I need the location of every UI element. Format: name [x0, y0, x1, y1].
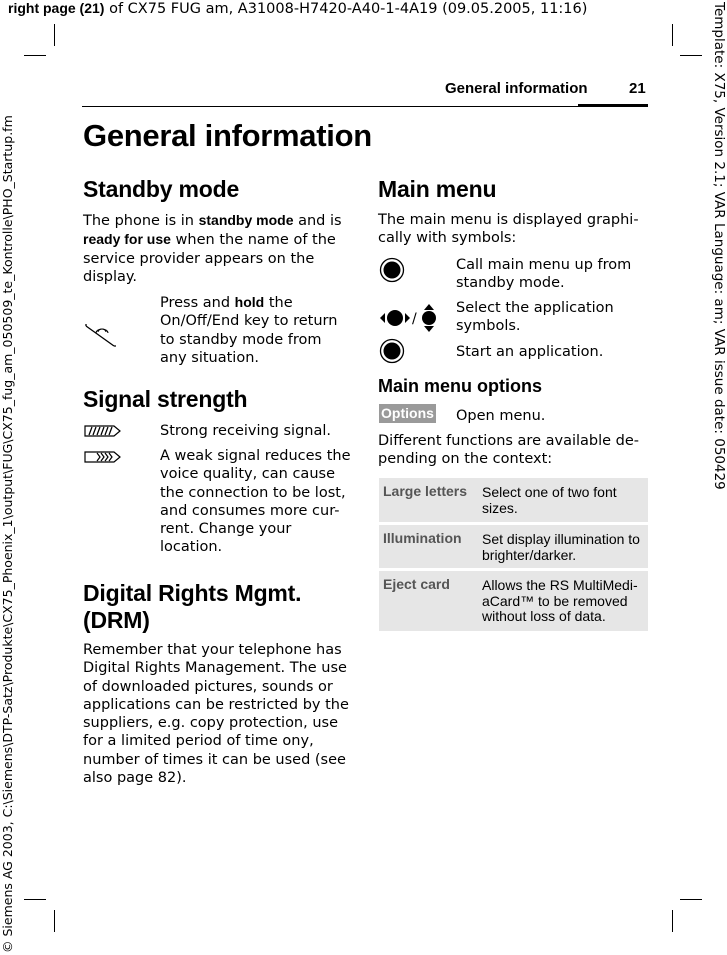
- running-header-title: General information: [445, 80, 588, 97]
- main-menu-heading: Main menu: [378, 176, 497, 202]
- end-key-icon: [84, 322, 118, 348]
- table-desc: Select one of two font sizes.: [482, 484, 617, 516]
- top-header-bold: right page (21): [8, 0, 105, 16]
- main-menu-item-call: Call main menu up from standby mode.: [456, 257, 632, 292]
- main-menu-item-select: Select the application symbols.: [456, 300, 614, 335]
- center-key-icon: [379, 257, 405, 283]
- page-title: General information: [83, 118, 372, 153]
- running-header-page: 21: [629, 80, 646, 97]
- navigation-key-icon: [379, 302, 439, 334]
- options-softkey: Options: [379, 404, 436, 423]
- crop-mark: [680, 899, 702, 900]
- main-menu-options-heading: Main menu options: [378, 376, 542, 396]
- standby-heading: Standby mode: [83, 176, 240, 202]
- crop-mark: [24, 55, 46, 56]
- crop-mark: [54, 910, 55, 932]
- crop-mark: [672, 910, 673, 932]
- end-key-description: Press and hold the On/Off/End key to return to standby mode from any situation.: [160, 294, 338, 366]
- options-description: Open menu.: [456, 408, 546, 424]
- drm-heading: Digital Rights Mgmt. (DRM): [83, 580, 302, 633]
- strong-signal-icon: [84, 424, 122, 438]
- copyright-path-vertical: © Siemens AG 2003, C:\Siemens\DTP-Satz\Produkte\CX75_Phoenix_1\output\FUG\CX75_fug_am_050509_te_Kontrolle\PHO_Startup.fm: [0, 115, 15, 953]
- top-header: [8, 0, 587, 17]
- drm-paragraph: Remember that your telephone has Digital Rights Management. The use of downloaded pictures, sounds or applications can be restricted by the suppliers, e.g. copy protection, use for a limited period of time ony, number of times it can be used (see also page 82).: [83, 642, 349, 787]
- main-menu-item-start: Start an application.: [456, 344, 604, 360]
- table-key: Eject card: [383, 576, 450, 592]
- crop-mark: [672, 24, 673, 46]
- table-desc: Allows the RS MultiMedi-aCard™ to be removed without loss of data.: [482, 577, 638, 624]
- table-key: Large letters: [383, 483, 468, 499]
- crop-mark: [24, 899, 46, 900]
- table-row: [379, 525, 648, 568]
- strong-signal-text: Strong receiving signal.: [160, 423, 332, 439]
- header-rule-thick: [578, 104, 648, 107]
- crop-mark: [680, 55, 702, 56]
- context-paragraph: Different functions are available de- pending on the context:: [378, 433, 640, 468]
- top-header-rest: of CX75 FUG am, A31008-H7420-A40-1-4A19 (09.05.2005, 11:16): [104, 1, 588, 17]
- table-row: [379, 571, 648, 631]
- weak-signal-icon: [84, 450, 122, 464]
- table-desc: Set display illumination to brighter/darker.: [482, 531, 640, 563]
- svg-text:/: /: [412, 311, 417, 327]
- signal-heading: Signal strength: [83, 386, 248, 412]
- main-menu-intro: The main menu is displayed graphi- cally with symbols:: [378, 212, 639, 247]
- center-key-icon: [379, 338, 405, 364]
- weak-signal-text: A weak signal reduces the voice quality, can cause the connection to be lost, and consumes more cur- rent. Change your location.: [160, 448, 351, 556]
- header-rule: [82, 106, 648, 107]
- crop-mark: [54, 24, 55, 46]
- standby-paragraph: The phone is in standby mode and is ready for use when the name of the service provider appears on the display.: [83, 212, 342, 285]
- table-row: [379, 478, 648, 522]
- template-info-vertical: Template: X75, Version 2.1; VAR Language: am; VAR issue date: 050429: [711, 2, 727, 490]
- table-key: Illumination: [383, 530, 462, 546]
